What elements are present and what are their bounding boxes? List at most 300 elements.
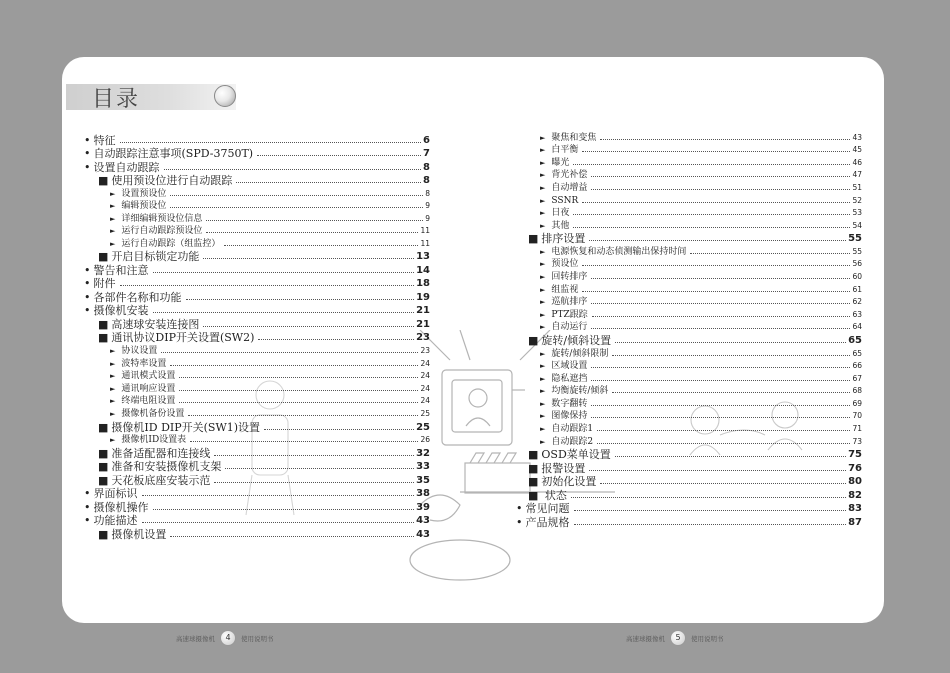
toc-entry-label: 特征 [93, 133, 116, 147]
square-bullet-icon: ■ [528, 232, 539, 246]
triangle-bullet-icon: ► [540, 221, 546, 230]
toc-page-number: 21 [416, 318, 430, 330]
dot-leader [179, 390, 418, 391]
dot-bullet-icon: • [84, 133, 91, 147]
toc-entry[interactable] [84, 263, 430, 277]
dot-leader [574, 524, 847, 525]
triangle-bullet-icon: ► [540, 437, 546, 446]
toc-page-number: 9 [425, 201, 430, 211]
toc-page-number: 35 [416, 474, 430, 486]
footer-product-name: 高速球摄像机 [176, 634, 215, 643]
toc-entry-label: 区域设置 [551, 361, 588, 372]
toc-right-column [516, 131, 862, 529]
toc-entry[interactable] [84, 147, 430, 161]
toc-entry-label: 摄像机安装 [93, 304, 149, 318]
dot-leader [573, 227, 850, 228]
toc-entry-label: 状态 [541, 488, 567, 502]
toc-entry-label: 运行自动跟踪（组监控） [121, 238, 221, 249]
dot-leader [170, 365, 418, 366]
toc-entry-label: 使用预设位进行自动跟踪 [111, 174, 233, 187]
toc-page-number: 51 [852, 182, 862, 192]
toc-entry-label: 自动跟踪注意事项(SPD-3750T) [93, 147, 254, 160]
toc-page-number: 8 [425, 188, 430, 198]
triangle-bullet-icon: ► [540, 399, 546, 408]
toc-entry[interactable] [516, 181, 862, 194]
dot-leader [153, 312, 415, 313]
toc-entry[interactable] [516, 156, 862, 169]
toc-entry-label: 终端电阻设置 [121, 396, 176, 407]
dot-bullet-icon: • [516, 502, 523, 516]
square-bullet-icon: ■ [98, 331, 109, 345]
square-bullet-icon: ■ [528, 448, 539, 462]
toc-entry[interactable] [84, 527, 430, 541]
toc-page-number: 39 [416, 501, 430, 513]
page-title: 目录 [92, 87, 141, 112]
dot-bullet-icon: • [84, 160, 91, 174]
toc-entry-label: 设置预设位 [121, 188, 167, 199]
toc-entry[interactable] [516, 169, 862, 182]
toc-page-number: 8 [423, 161, 430, 173]
toc-entry-label: 天花板底座安装示范 [111, 473, 211, 487]
toc-page-number: 87 [848, 516, 862, 528]
triangle-bullet-icon: ► [540, 323, 546, 332]
dot-leader [120, 142, 422, 143]
toc-page-number: 32 [416, 447, 430, 459]
toc-entry-label: 摄像机ID DIP开关(SW1)设置 [111, 420, 261, 434]
square-bullet-icon: ■ [98, 174, 109, 187]
toc-entry-label: 数字翻转 [551, 398, 588, 409]
toc-entry-label: 编辑预设位 [121, 201, 167, 212]
toc-entry[interactable] [84, 277, 430, 291]
triangle-bullet-icon: ► [540, 374, 546, 383]
toc-entry-label: 设置自动跟踪 [93, 160, 160, 174]
toc-entry-label: 隐私遮挡 [551, 373, 588, 384]
toc-entry[interactable] [84, 290, 430, 304]
dot-leader [257, 155, 421, 156]
toc-entry-label: PTZ跟踪 [551, 309, 588, 320]
toc-entry[interactable] [516, 410, 862, 423]
toc-entry[interactable] [84, 382, 430, 395]
toc-entry[interactable] [516, 397, 862, 410]
footer-right [626, 630, 724, 646]
triangle-bullet-icon: ► [110, 227, 116, 236]
dot-leader [591, 367, 850, 368]
toc-entry[interactable] [516, 207, 862, 220]
toc-entry-label: 摄像机设置 [111, 527, 167, 541]
dot-leader [591, 417, 850, 418]
toc-page-number: 46 [852, 157, 862, 167]
triangle-bullet-icon: ► [110, 436, 116, 445]
toc-entry-label: 运行自动跟踪预设位 [121, 226, 203, 237]
square-bullet-icon: ■ [98, 473, 109, 487]
toc-entry[interactable] [516, 333, 862, 347]
dot-leader [591, 303, 850, 304]
dot-leader [571, 497, 846, 498]
footer-left [176, 630, 274, 646]
triangle-bullet-icon: ► [540, 412, 546, 421]
toc-page-number: 18 [416, 278, 430, 290]
toc-page-number: 23 [420, 346, 430, 356]
triangle-bullet-icon: ► [540, 158, 546, 167]
toc-page-number: 83 [848, 503, 862, 515]
toc-left-column [84, 133, 430, 541]
dot-leader [600, 139, 850, 140]
toc-page-number: 33 [416, 461, 430, 473]
footer-manual-name: 使用说明书 [241, 634, 274, 643]
dot-leader [186, 299, 415, 300]
dot-leader [170, 536, 414, 537]
toc-page-number: 63 [852, 309, 862, 319]
toc-page-number: 23 [416, 332, 430, 344]
triangle-bullet-icon: ► [540, 285, 546, 294]
toc-page-number: 24 [420, 396, 430, 406]
dot-leader [170, 207, 423, 208]
dot-bullet-icon: • [84, 277, 91, 291]
dot-bullet-icon: • [84, 147, 91, 160]
square-bullet-icon: ■ [98, 250, 109, 264]
dot-leader [170, 195, 423, 196]
toc-entry-label: 自动跟踪1 [551, 424, 594, 435]
toc-page-number: 11 [420, 226, 430, 236]
toc-entry[interactable] [84, 331, 430, 345]
toc-entry-label: 界面标识 [93, 487, 138, 501]
triangle-bullet-icon: ► [110, 202, 116, 211]
toc-page-number: 43 [416, 515, 430, 527]
toc-page-number: 47 [852, 170, 862, 180]
toc-page-number: 66 [852, 361, 862, 371]
toc-entry-label: 附件 [93, 277, 116, 291]
toc-entry-label: 摄像机备份设置 [121, 409, 185, 420]
toc-entry-label: 产品规格 [525, 515, 570, 529]
triangle-bullet-icon: ► [540, 362, 546, 371]
toc-entry[interactable] [516, 296, 862, 309]
square-bullet-icon: ■ [528, 461, 539, 475]
toc-page-number: 26 [420, 435, 430, 445]
triangle-bullet-icon: ► [110, 359, 116, 368]
toc-page-number: 67 [852, 373, 862, 383]
toc-entry[interactable] [84, 420, 430, 434]
toc-page-number: 25 [416, 421, 430, 433]
dot-leader [142, 522, 415, 523]
triangle-bullet-icon: ► [110, 347, 116, 356]
dot-leader [190, 441, 418, 442]
triangle-bullet-icon: ► [540, 146, 546, 155]
dot-leader [214, 482, 414, 483]
toc-entry[interactable] [84, 212, 430, 225]
toc-page-number: 25 [420, 409, 430, 419]
toc-entry[interactable] [84, 500, 430, 514]
toc-entry[interactable] [516, 219, 862, 232]
dot-leader [573, 214, 850, 215]
triangle-bullet-icon: ► [540, 298, 546, 307]
triangle-bullet-icon: ► [110, 189, 116, 198]
toc-entry[interactable] [84, 317, 430, 331]
toc-page-number: 68 [852, 386, 862, 396]
toc-entry-label: 报警设置 [541, 461, 586, 475]
toc-entry[interactable] [516, 488, 862, 502]
toc-entry[interactable] [516, 270, 862, 283]
square-bullet-icon: ■ [98, 527, 109, 541]
triangle-bullet-icon: ► [540, 310, 546, 319]
toc-entry[interactable] [516, 321, 862, 334]
dot-leader [214, 455, 414, 456]
dot-leader [582, 151, 850, 152]
toc-page-number: 24 [420, 358, 430, 368]
toc-entry[interactable] [516, 502, 862, 516]
dot-leader [615, 342, 846, 343]
toc-entry[interactable] [516, 422, 862, 435]
triangle-bullet-icon: ► [540, 273, 546, 282]
toc-entry[interactable] [84, 200, 430, 213]
toc-entry-label: 准备适配器和连接线 [111, 446, 211, 460]
toc-entry[interactable] [516, 308, 862, 321]
dot-leader [582, 291, 850, 292]
toc-entry[interactable] [84, 460, 430, 474]
toc-page-number: 43 [416, 528, 430, 540]
toc-entry-label: 预设位 [551, 259, 579, 270]
toc-entry[interactable] [516, 131, 862, 144]
dot-leader [236, 182, 421, 183]
triangle-bullet-icon: ► [540, 425, 546, 434]
square-bullet-icon: ■ [98, 420, 109, 434]
toc-entry-label: 旋转/倾斜设置 [541, 333, 612, 347]
toc-page-number: 52 [852, 195, 862, 205]
toc-entry-label: 摄像机ID设置表 [121, 435, 187, 446]
toc-entry[interactable] [84, 160, 430, 174]
toc-page-number: 54 [852, 220, 862, 230]
dot-bullet-icon: • [84, 304, 91, 318]
dot-leader [591, 328, 850, 329]
dot-leader [582, 202, 850, 203]
dot-bullet-icon: • [84, 263, 91, 277]
toc-entry[interactable] [84, 237, 430, 250]
toc-page-number: 7 [423, 148, 430, 159]
triangle-bullet-icon: ► [540, 247, 546, 256]
dot-leader [591, 278, 850, 279]
dot-leader [574, 510, 847, 511]
toc-entry-label: 各部件名称和功能 [93, 290, 182, 304]
toc-entry[interactable] [84, 395, 430, 408]
toc-entry[interactable] [84, 250, 430, 264]
dot-leader [153, 509, 415, 510]
toc-entry[interactable] [516, 194, 862, 207]
dot-leader [589, 240, 846, 241]
dot-leader [591, 405, 850, 406]
toc-entry-label: 摄像机操作 [93, 500, 149, 514]
toc-page-number: 24 [420, 383, 430, 393]
toc-entry[interactable] [516, 515, 862, 529]
dot-leader [597, 443, 850, 444]
toc-entry[interactable] [84, 174, 430, 188]
triangle-bullet-icon: ► [540, 209, 546, 218]
toc-entry[interactable] [516, 283, 862, 296]
toc-page-number: 13 [416, 251, 430, 263]
toc-page-number: 75 [848, 449, 862, 461]
dot-leader [592, 316, 851, 317]
toc-entry-label: 巡航排序 [551, 297, 588, 308]
dot-bullet-icon: • [516, 515, 523, 529]
toc-page-number: 14 [416, 264, 430, 276]
dot-leader [615, 456, 846, 457]
toc-page-number: 55 [852, 246, 862, 256]
dot-leader [612, 392, 850, 393]
dot-leader [203, 258, 414, 259]
toc-page-number: 69 [852, 398, 862, 408]
dot-leader [573, 164, 850, 165]
dot-leader [179, 377, 418, 378]
toc-page-number: 56 [852, 259, 862, 269]
toc-page-number: 24 [420, 371, 430, 381]
page-number-badge: 4 [220, 630, 236, 646]
dot-leader [591, 176, 850, 177]
toc-entry-label: 通讯模式设置 [121, 371, 176, 382]
toc-entry-label: 协议设置 [121, 346, 158, 357]
toc-entry[interactable] [516, 461, 862, 475]
toc-entry-label: 高速球安装连接图 [111, 317, 200, 331]
toc-entry[interactable] [84, 407, 430, 420]
toc-entry[interactable] [84, 187, 430, 200]
toc-entry[interactable] [84, 370, 430, 383]
toc-entry[interactable] [516, 372, 862, 385]
dot-bullet-icon: • [84, 500, 91, 514]
toc-entry[interactable] [84, 344, 430, 357]
triangle-bullet-icon: ► [540, 133, 546, 142]
dot-leader [612, 355, 850, 356]
dot-leader [142, 495, 415, 496]
toc-page-number: 80 [848, 476, 862, 488]
toc-page-number: 9 [425, 213, 430, 223]
toc-entry-label: 开启目标锁定功能 [111, 250, 200, 264]
square-bullet-icon: ■ [98, 446, 109, 460]
triangle-bullet-icon: ► [540, 349, 546, 358]
toc-entry-label: SSNR [551, 195, 579, 206]
footer-manual-name: 使用说明书 [691, 634, 724, 643]
square-bullet-icon: ■ [98, 317, 109, 331]
toc-entry[interactable] [516, 360, 862, 373]
title-circle-ornament [214, 85, 236, 107]
toc-entry[interactable] [84, 133, 430, 147]
toc-entry[interactable] [84, 357, 430, 370]
triangle-bullet-icon: ► [540, 260, 546, 269]
toc-entry[interactable] [516, 435, 862, 448]
toc-entry[interactable] [516, 448, 862, 462]
toc-entry-label: 自动增益 [551, 182, 588, 193]
toc-entry[interactable] [516, 385, 862, 398]
toc-entry[interactable] [516, 232, 862, 246]
triangle-bullet-icon: ► [110, 239, 116, 248]
toc-page-number: 73 [852, 436, 862, 446]
toc-entry[interactable] [516, 475, 862, 489]
toc-page-number: 76 [848, 462, 862, 474]
toc-entry-label: 图像保持 [551, 411, 588, 422]
toc-page-number: 82 [848, 489, 862, 501]
toc-entry[interactable] [84, 514, 430, 528]
dot-leader [600, 483, 846, 484]
toc-entry-label: 回转排序 [551, 272, 588, 283]
toc-page-number: 38 [416, 488, 430, 500]
square-bullet-icon: ■ [528, 333, 539, 347]
toc-entry-label: 排序设置 [541, 232, 586, 246]
toc-entry[interactable] [516, 245, 862, 258]
toc-page-number: 62 [852, 297, 862, 307]
triangle-bullet-icon: ► [110, 397, 116, 406]
toc-page-number: 43 [852, 132, 862, 142]
toc-entry-label: 曝光 [551, 157, 570, 168]
dot-bullet-icon: • [84, 514, 91, 528]
toc-entry-label: 组监视 [551, 284, 579, 295]
toc-entry-label: 日夜 [551, 208, 570, 219]
toc-page-number: 53 [852, 208, 862, 218]
toc-entry-label: 均衡旋转/倾斜 [551, 386, 609, 397]
toc-entry-label: 初始化设置 [541, 475, 597, 489]
dot-leader [589, 470, 846, 471]
toc-entry-label: 背光补偿 [551, 170, 588, 181]
toc-page-number: 61 [852, 284, 862, 294]
toc-page-number: 64 [852, 322, 862, 332]
toc-entry-label: 其他 [551, 220, 570, 231]
dot-leader [591, 189, 850, 190]
dot-leader [203, 326, 414, 327]
toc-entry[interactable] [84, 304, 430, 318]
triangle-bullet-icon: ► [540, 171, 546, 180]
toc-page-number: 65 [852, 348, 862, 358]
dot-leader [582, 265, 850, 266]
dot-leader [258, 339, 414, 340]
toc-entry-label: OSD菜单设置 [541, 448, 611, 462]
dot-leader [164, 169, 422, 170]
toc-entry[interactable] [516, 258, 862, 271]
dot-leader [161, 352, 418, 353]
toc-entry-label: 常见问题 [525, 502, 570, 516]
dot-leader [597, 430, 850, 431]
dot-leader [225, 468, 414, 469]
toc-page-number: 55 [848, 233, 862, 245]
toc-entry-label: 自动跟踪2 [551, 436, 594, 447]
dot-leader [591, 380, 850, 381]
toc-entry[interactable] [84, 434, 430, 447]
dot-bullet-icon: • [84, 487, 91, 501]
toc-entry-label: 警告和注意 [93, 263, 149, 277]
dot-leader [264, 429, 414, 430]
toc-entry[interactable] [84, 225, 430, 238]
toc-page-number: 70 [852, 411, 862, 421]
toc-entry-label: 聚焦和变焦 [551, 132, 597, 143]
triangle-bullet-icon: ► [110, 410, 116, 419]
toc-entry[interactable] [516, 347, 862, 360]
toc-entry[interactable] [84, 473, 430, 487]
toc-entry[interactable] [84, 446, 430, 460]
toc-page-number: 60 [852, 272, 862, 282]
triangle-bullet-icon: ► [110, 214, 116, 223]
dot-leader [188, 415, 418, 416]
triangle-bullet-icon: ► [110, 384, 116, 393]
toc-page-number: 19 [416, 291, 430, 303]
toc-entry-label: 电源恢复和动态侦测输出保持时间 [551, 246, 687, 257]
toc-entry-label: 详细编辑预设位信息 [121, 213, 203, 224]
dot-leader [120, 285, 415, 286]
toc-entry-label: 白平衡 [551, 145, 579, 156]
square-bullet-icon: ■ [528, 488, 539, 502]
toc-entry[interactable] [84, 487, 430, 501]
dot-leader [224, 245, 418, 246]
toc-entry[interactable] [516, 144, 862, 157]
toc-entry-label: 通讯响应设置 [121, 383, 176, 394]
square-bullet-icon: ■ [98, 460, 109, 474]
toc-entry-label: 旋转/倾斜限制 [551, 348, 609, 359]
toc-page-number: 11 [420, 238, 430, 248]
toc-entry-label: 波特率设置 [121, 358, 167, 369]
toc-entry-label: 自动运行 [551, 322, 588, 333]
